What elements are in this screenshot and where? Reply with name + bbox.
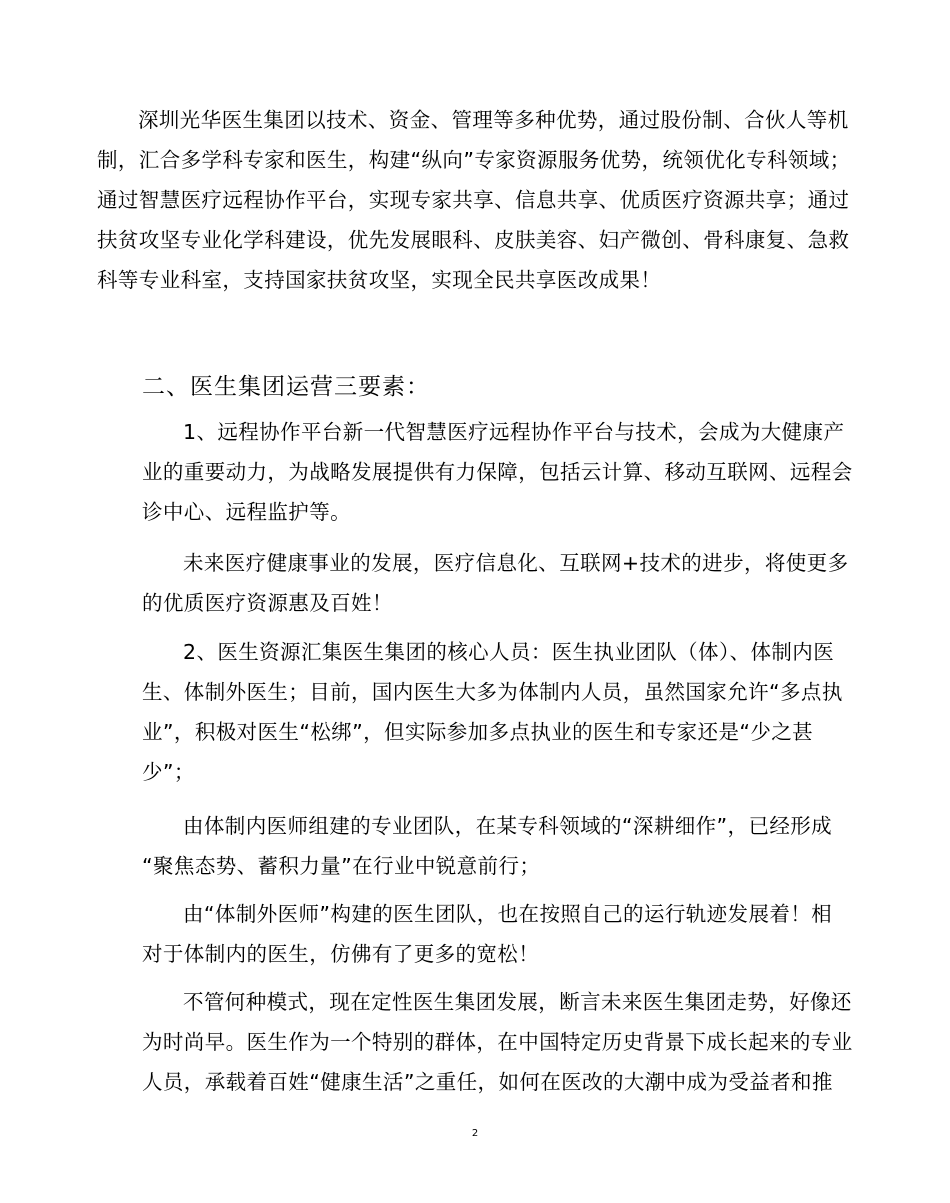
text-line: 少”； <box>142 760 195 784</box>
section-heading: 二、医生集团运营三要素： <box>142 374 430 400</box>
text-line: “聚焦态势、蓄积力量”在行业中锐意前行； <box>142 854 541 878</box>
text-line: 人员，承载着百姓“健康生活”之重任，如何在医改的大潮中成为受益者和推 <box>142 1070 833 1094</box>
paragraph-remote-platform <box>142 412 853 532</box>
text-line: 为时尚早。医生作为一个特别的群体，在中国特定历史背景下成长起来的专业 <box>142 1030 853 1054</box>
page-number: 2 <box>471 1128 479 1139</box>
intro-paragraph <box>97 100 851 300</box>
text-line: 生、体制外医生；目前，国内医生大多为体制内人员，虽然国家允许“多点执 <box>142 680 843 704</box>
text-line: 2、医生资源汇集医生集团的核心人员：医生执业团队（体）、体制内医 <box>183 640 835 664</box>
text-line: 制，汇合多学科专家和医生，构建“纵向”专家资源服务优势，统领优化专科领域； <box>97 148 851 172</box>
text-line: 由体制内医师组建的专业团队，在某专科领域的“深耕细作”，已经形成 <box>183 814 833 838</box>
text-line: 诊中心、远程监护等。 <box>142 500 351 524</box>
text-line: 业”，积极对医生“松绑”，但实际参加多点执业的医生和专家还是“少之甚 <box>142 720 814 744</box>
text-line: 深圳光华医生集团以技术、资金、管理等多种优势，通过股份制、合伙人等机 <box>138 108 849 132</box>
text-line: 不管何种模式，现在定性医生集团发展，断言未来医生集团走势，好像还 <box>183 990 852 1014</box>
text-line: 未来医疗健康事业的发展，医疗信息化、互联网+技术的进步，将使更多 <box>183 551 849 575</box>
text-line: 对于体制内的医生，仿佛有了更多的宽松！ <box>142 942 540 966</box>
text-line: 业的重要动力，为战略发展提供有力保障，包括云计算、移动互联网、远程会 <box>142 460 853 484</box>
paragraph-outside-system-team <box>142 894 832 974</box>
text-line: 通过智慧医疗远程协作平台，实现专家共享、信息共享、优质医疗资源共享；通过 <box>97 188 850 212</box>
paragraph-inside-system-team <box>142 806 832 886</box>
text-line: 1、远程协作平台新一代智慧医疗远程协作平台与技术，会成为大健康产 <box>183 420 845 444</box>
paragraph-conclusion <box>142 982 853 1102</box>
paragraph-future-health <box>142 543 848 623</box>
text-line: 的优质医疗资源惠及百姓！ <box>142 591 393 615</box>
paragraph-doctor-resources <box>142 632 843 792</box>
text-line: 科等专业科室，支持国家扶贫攻坚，实现全民共享医改成果！ <box>97 268 662 292</box>
text-line: 由“体制外医师”构建的医生团队，也在按照自己的运行轨迹发展着！相 <box>183 902 833 926</box>
text-line: 扶贫攻坚专业化学科建设，优先发展眼科、皮肤美容、妇产微创、骨科康复、急救 <box>97 228 850 252</box>
